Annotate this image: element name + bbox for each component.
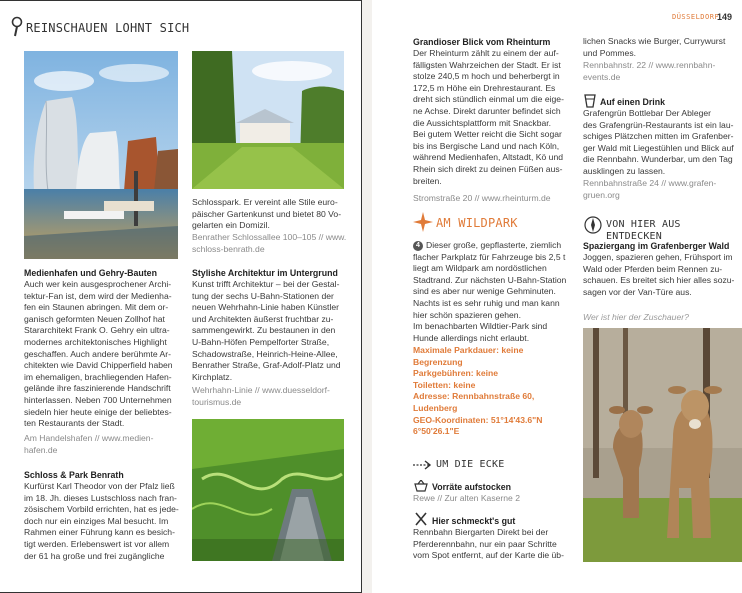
wildpark-body: 4 Dieser große, gepflasterte, ziemlich flacher Parkplatz für Fahrzeuge bis 2,5 t liegt am Wildpark am nordöstlichen Stadtrand. Zur nächsten U-Bahn-Station sind es aber nur wenige Gehminuten. Nachts ist es sehr ruhig und man kann hier schön spazieren gehen. Im benachbarten Wildtier-Park sind Hunde allerdings nicht erlaubt. bbox=[413, 240, 567, 343]
compass-star-icon bbox=[413, 212, 433, 232]
section-title-entdecken: VON HIER AUS ENTDECKEN bbox=[606, 219, 681, 242]
section-title-reinschauen: REINSCHAUEN LOHNT SICH bbox=[26, 21, 190, 35]
section-title-umdieecke: UM DIE ECKE bbox=[436, 459, 505, 470]
vorraete-text: Rewe // Zur alten Kaserne 2 bbox=[413, 493, 520, 503]
photo-caption: Wer ist hier der Zuschauer? bbox=[583, 312, 689, 322]
page-number: 149 bbox=[717, 12, 733, 22]
schloss-benrath-photo bbox=[192, 51, 344, 189]
rheinturm-address[interactable]: Stromstraße 20 // www.rheinturm.de bbox=[413, 193, 551, 203]
drink-title: Auf einen Drink bbox=[600, 97, 666, 107]
left-page bbox=[0, 0, 362, 593]
wildpark-facts: Maximale Parkdauer: keine Begrenzung Parkgebühren: keine Toiletten: keine Adresse: Rennbahnstraße 60, Ludenberg GEO-Koordinaten: 51°14'43.6"N 6°50'26.1"E bbox=[413, 345, 543, 437]
schloss-body: Kurfürst Karl Theodor von der Pfalz ließ im 18. Jh. dieses Lustschloss nach fran- zösischem Vorbild errichten, hat es jede- doch nur ein einziges Mal besucht. Im Rahmen einer Führung kann es besich- tigt werden. Erlebenswert ist vor allem der 61 ha große und frei zugängliche bbox=[24, 481, 179, 561]
shopping-basket-icon bbox=[414, 479, 428, 491]
entdecken-title: Spaziergang im Grafenberger Wald bbox=[583, 241, 730, 251]
rennbahn-address[interactable]: Rennbahnstr. 22 // www.rennbahn- events.de bbox=[583, 60, 716, 82]
ubahn-body: Kunst trifft Architektur – bei der Gestal- tung der sechs U-Bahn-Stationen der neuen Wehrhahn-Linie haben Künstler und Architekten äußerst fruchtbar zu- sammengewirkt. Zu bestaunen in den U-Bahn-Höfen Pempelforter Straße, Schadowstraße, Heinrich-Heine-Allee, Benrather Straße, Graf-Adolf-Platz und Kirchplatz. bbox=[192, 279, 341, 382]
gut-body: Rennbahn Biergarten Direkt bei der Pferderennbahn, nur ein paar Schritte vom Spot entfernt, auf der Karte die üb- bbox=[413, 527, 564, 561]
schloss-body-continued: Schlosspark. Er vereint alle Stile euro- päischer Gartenkunst und bietet 80 Vo- gelarten ein Domizil. bbox=[192, 197, 342, 231]
medienhafen-photo bbox=[24, 51, 178, 259]
spot-number-badge: 4 bbox=[413, 241, 423, 251]
medienhafen-address[interactable]: Am Handelshafen // www.medien- hafen.de bbox=[24, 433, 154, 455]
running-head-city: DÜSSELDORF bbox=[672, 13, 720, 21]
gut-body-continued: lichen Snacks wie Burger, Currywurst und Pommes. bbox=[583, 36, 726, 58]
medienhafen-title: Medienhafen und Gehry-Bauten bbox=[24, 268, 157, 278]
section-title-wildpark: AM WILDPARK bbox=[436, 216, 518, 230]
compass-rose-icon bbox=[584, 216, 602, 234]
ubahn-title: Stylishe Architektur im Untergrund bbox=[192, 268, 338, 278]
deer-photo bbox=[583, 328, 742, 562]
schloss-title: Schloss & Park Benrath bbox=[24, 470, 124, 480]
entdecken-body: Joggen, spazieren gehen, Frühsport im Wald oder Pferden beim Rennen zu- schauen. Es breitet sich hier alles sozu- sagen vor der Van-Türe aus. bbox=[583, 252, 735, 297]
magnifier-icon bbox=[10, 16, 24, 38]
vorraete-title: Vorräte aufstocken bbox=[432, 482, 512, 492]
medienhafen-body: Auch wer kein ausgesprochener Archi- tektur-Fan ist, dem wird der Medienha- fen ein Staunen abringen. Mit dem or- ganisch geformten Neuen Zollhof hat Stararchitekt Frank O. Gehry ein ultra- modernes architektonisches Highlight geschaffen. Auch andere berühmte Ar- chitekten wie David Chipperfield haben im ehemaligen, brachliegenden Hafen- gelände ihre faszinierende Handschrift hinterlassen. Neben 700 Unternehmen siedeln hier heute einige der beliebtes- ten Restaurants der Stadt. bbox=[24, 279, 173, 429]
arrow-right-icon bbox=[413, 458, 433, 470]
rheinturm-title: Grandioser Blick vom Rheinturm bbox=[413, 37, 551, 47]
drink-body: Grafengrün Bottlebar Der Ableger des Grafengrün-Restaurants ist ein lau- schiges Plätzchen mitten im Grafenber- ger Wald mit Liegestühlen und Blick auf die Rennbahn. Wunderbar, um den Tag ausklingen zu lassen. bbox=[583, 108, 734, 176]
right-page bbox=[372, 0, 742, 593]
drink-glass-icon bbox=[584, 94, 596, 108]
ubahn-address[interactable]: Wehrhahn-Linie // www.duesseldorf- tourismus.de bbox=[192, 385, 330, 407]
schloss-address[interactable]: Benrather Schlossallee 100–105 // www. schloss-benrath.de bbox=[192, 232, 347, 254]
cutlery-icon bbox=[414, 512, 428, 526]
rheinturm-body: Der Rheinturm zählt zu einem der auf- fälligsten Wahrzeichen der Stadt. Er ist stolze 240,5 m hoch und beherbergt in 172,5 m Höhe ein Drehrestaurant. Es dreht sich stündlich einmal um die eige- ne Achse. Direkt darunter befindet sich die Aussichtsplattform mit Snackbar. Bei gutem Wetter reicht die Sicht sogar bis ins Bergische Land und nach Köln, während Medienhafen, Altstadt, Kö und Rhein sich direkt zu deinen Füßen aus- breiten. bbox=[413, 48, 564, 186]
drink-address[interactable]: Rennbahnstraße 24 // www.grafen- gruen.org bbox=[583, 178, 717, 200]
gut-title: Hier schmeckt's gut bbox=[432, 516, 516, 526]
ubahn-station-photo bbox=[192, 419, 344, 561]
